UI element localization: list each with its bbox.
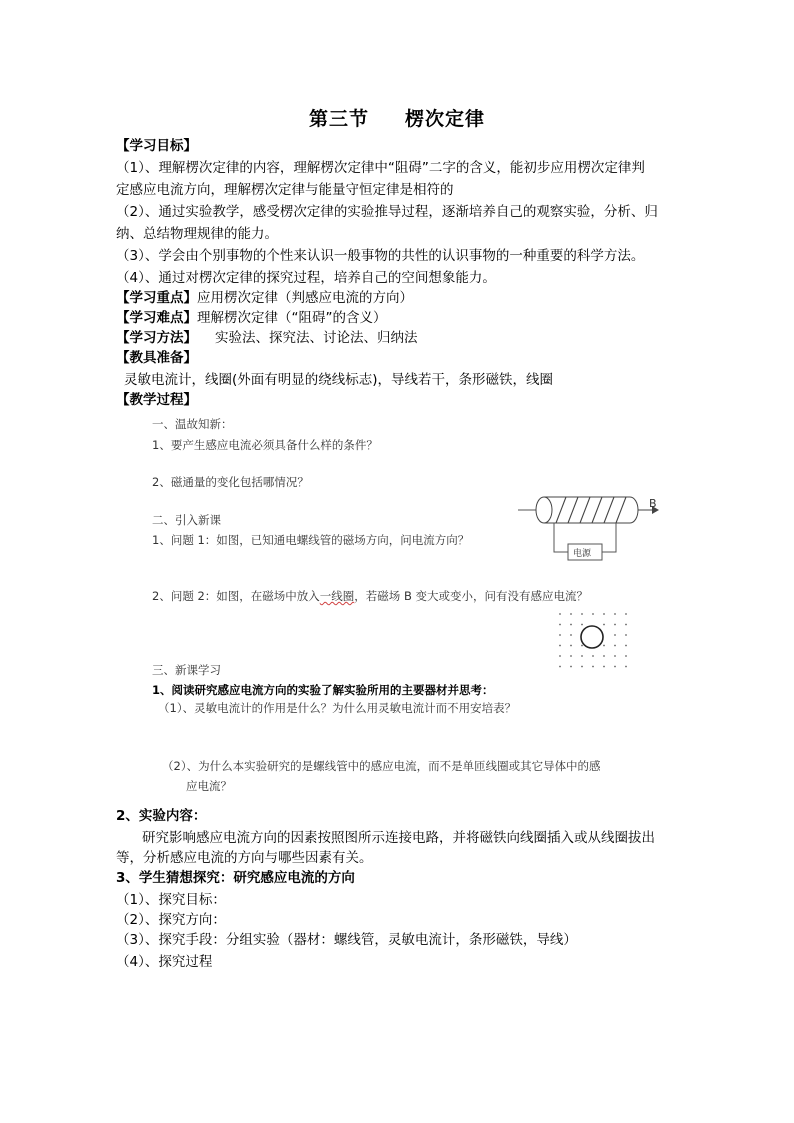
review-question-2: 2、磁通量的变化包括哪情况？ (152, 475, 309, 489)
field-dot (603, 613, 605, 615)
field-dot (614, 634, 616, 636)
field-dot (592, 666, 594, 668)
read-question-2-line-2: 应电流？ (186, 779, 232, 793)
field-dot (581, 666, 583, 668)
field-dot (603, 624, 605, 626)
field-dot (559, 655, 561, 657)
experiment-line-1: 研究影响感应电流方向的因素按照图所示连接电路，并将磁铁向线圈插入或从线圈拔出 (142, 830, 655, 846)
goal-3: （3）、学会由个别事物的个性来认识一般事物的共性的认识事物的一种重要的科学方法。 (116, 248, 645, 264)
coil-icon (581, 626, 603, 648)
experiment-header: 2、实验内容： (116, 808, 207, 824)
field-dot (614, 666, 616, 668)
field-dot (559, 624, 561, 626)
field-dot (614, 613, 616, 615)
inquiry-item-1: （1）、探究目标： (116, 892, 226, 908)
field-dot (592, 613, 594, 615)
title-section: 第三节 (308, 108, 369, 130)
field-dot (614, 645, 616, 647)
problem-2-part-a: 2、问题 2：如图，在磁场中放入 (152, 589, 320, 603)
field-dot (625, 624, 627, 626)
tools-header: 【教具准备】 (116, 350, 197, 366)
field-dot (603, 666, 605, 668)
inquiry-item-2: （2）、探究方向： (116, 912, 226, 928)
goal-2-line-1: （2）、通过实验教学，感受楞次定律的实验推导过程，逐渐培养自己的观察实验，分析、归 (116, 204, 658, 220)
problem-2-part-b: 一线圈 (319, 589, 355, 603)
inquiry-header: 3、学生猜想探究：研究感应电流的方向 (116, 870, 355, 886)
problem-2-part-c: ，若磁场 B 变大或变小，问有没有感应电流？ (354, 589, 588, 603)
goals-header: 【学习目标】 (116, 138, 197, 154)
review-question-1: 1、要产生感应电流必须具备什么样的条件？ (152, 438, 378, 452)
difficulty (116, 308, 387, 328)
field-dot (581, 655, 583, 657)
methods-label: 【学习方法】 (116, 330, 197, 346)
inquiry-item-4: （4）、探究过程 (116, 954, 213, 970)
field-dot (581, 624, 583, 626)
field-dot (559, 645, 561, 647)
field-dot (625, 645, 627, 647)
goal-1-line-2: 定感应电流方向，理解楞次定律与能量守恒定律是相符的 (116, 182, 454, 198)
field-dot (581, 645, 583, 647)
solenoid-figure (518, 490, 668, 570)
field-dot (625, 666, 627, 668)
key-point-text: 应用楞次定律（判感应电流的方向） (197, 290, 413, 306)
process-header: 【教学过程】 (116, 392, 197, 408)
methods (116, 328, 418, 348)
field-dot (570, 666, 572, 668)
title-topic: 楞次定律 (405, 108, 486, 130)
field-dot (614, 624, 616, 626)
field-dot (570, 613, 572, 615)
field-dot (581, 613, 583, 615)
difficulty-text: 理解楞次定律（“阻碍”的含义） (197, 310, 387, 326)
field-dot (559, 613, 561, 615)
field-dot (625, 634, 627, 636)
read-question-1: （1）、灵敏电流计的作用是什么？为什么用灵敏电流计而不用安培表？ (158, 701, 517, 715)
field-dot (603, 655, 605, 657)
field-dot (559, 634, 561, 636)
intro-problem-1: 1、问题 1：如图，已知通电螺线管的磁场方向，问电流方向？ (152, 533, 470, 547)
coil-in-field-figure (556, 610, 632, 670)
methods-text: 实验法、探究法、讨论法、归纳法 (215, 330, 418, 346)
read-instruction: 1、阅读研究感应电流方向的实验了解实验所用的主要器材并思考： (152, 683, 494, 697)
page-title (0, 104, 794, 131)
goal-4: （4）、通过对楞次定律的探究过程，培养自己的空间想象能力。 (116, 270, 496, 286)
goal-1-line-1: （1）、理解楞次定律的内容，理解楞次定律中“阻碍”二字的含义，能初步应用楞次定律判 (116, 160, 645, 176)
field-dot (570, 634, 572, 636)
inquiry-item-3: （3）、探究手段：分组实验（器材：螺线管，灵敏电流计，条形磁铁，导线） (116, 932, 577, 948)
intro-problem-2 (152, 586, 588, 606)
field-dot (592, 655, 594, 657)
power-source-label: 电源 (573, 549, 592, 559)
field-dot (570, 624, 572, 626)
experiment-line-2: 等，分析感应电流的方向与哪些因素有关。 (116, 850, 373, 866)
field-dot (570, 655, 572, 657)
field-dot (625, 655, 627, 657)
intro-heading: 二、引入新课 (152, 513, 221, 527)
field-dot (614, 655, 616, 657)
field-label-b: B (649, 497, 657, 510)
difficulty-label: 【学习难点】 (116, 310, 197, 326)
field-dot (559, 666, 561, 668)
key-point-label: 【学习重点】 (116, 290, 197, 306)
field-dot (625, 613, 627, 615)
field-dot (570, 645, 572, 647)
key-point (116, 288, 413, 308)
tools-text: 灵敏电流计，线圈(外面有明显的绕线标志)，导线若干，条形磁铁，线圈 (124, 372, 554, 388)
field-dot (603, 645, 605, 647)
review-heading: 一、温故知新： (152, 417, 233, 431)
read-question-2-line-1: （2）、为什么本实验研究的是螺线管中的感应电流，而不是单匝线圈或其它导体中的感 (162, 759, 601, 773)
new-lesson-heading: 三、新课学习 (152, 663, 221, 677)
goal-2-line-2: 纳、总结物理规律的能力。 (116, 226, 278, 242)
